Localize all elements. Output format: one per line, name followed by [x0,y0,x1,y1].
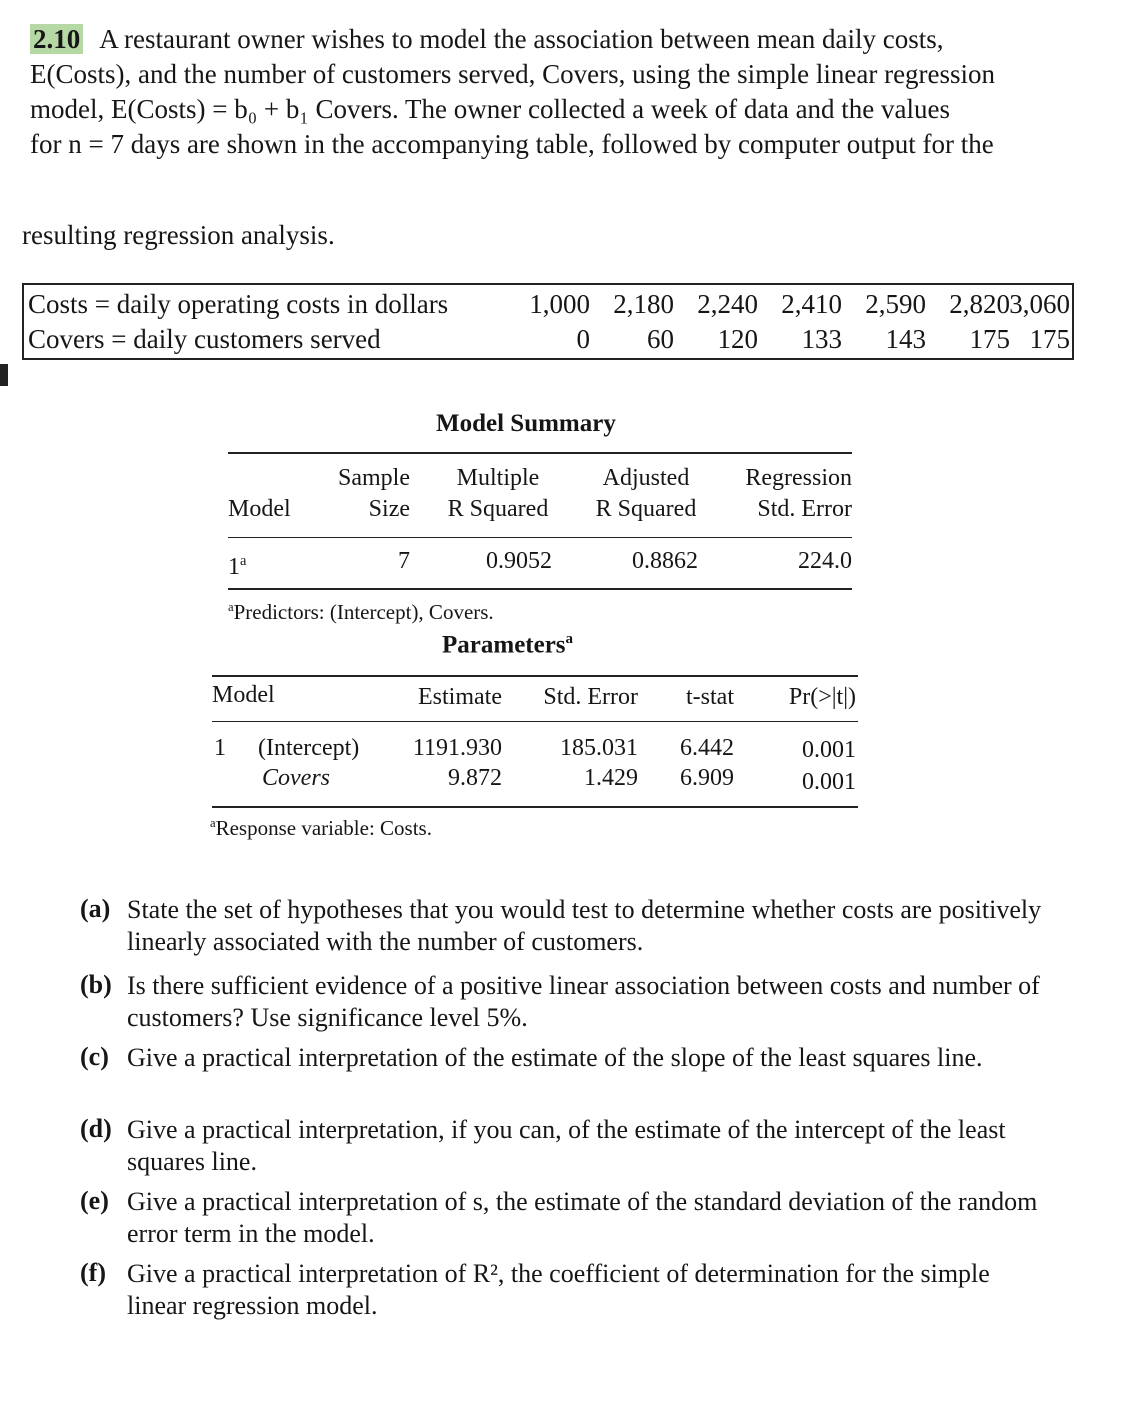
ms-row-std-error: 224.0 [798,548,852,574]
p-estimate: 9.872 [448,765,502,791]
p-header-std-error: Std. Error [543,684,638,710]
p-header-model: Model [212,682,275,708]
margin-mark [0,364,8,386]
ms-header-multiple-r2: R Squared [447,496,549,522]
p-std-error: 1.429 [584,765,638,791]
ms-header-adjusted-r2: R Squared [595,496,697,522]
covers-value: 0 [576,324,590,354]
covers-value: 175 [969,324,1010,354]
question-text: Give a practical interpretation of s, the estimate of the standard deviation of the random error term in the model. [127,1187,1038,1248]
p-estimate: 1191.930 [412,735,502,761]
p-t-stat: 6.909 [680,765,734,791]
question-label: (e) [80,1186,109,1215]
p-model-number: 1 [214,735,226,761]
intro-line-5: resulting regression analysis. [22,220,335,250]
question-label: (a) [80,894,111,923]
covers-value: 133 [801,324,842,354]
ms-header-regression: Regression [745,465,852,491]
costs-value: 2,590 [865,289,926,319]
parameters-top-rule [212,675,858,677]
parameters-bottom-rule [212,806,858,808]
ms-header-model: Model [228,496,291,522]
question-text: Give a practical interpretation of the estimate of the slope of the least squares line. [127,1043,983,1072]
ms-footnote: $^a$Predictors: (Intercept), Covers. [228,600,494,624]
p-header-estimate: Estimate [418,684,502,710]
costs-value: 3,060 [1009,289,1070,319]
model-summary-bottom-rule [228,588,852,590]
question-label: (c) [80,1042,109,1071]
covers-value: 175 [1029,324,1070,354]
costs-value: 2,820 [949,289,1010,319]
ms-row-model: 1$^a$ [228,553,247,580]
costs-value: 1,000 [529,289,590,319]
question-text: State the set of hypotheses that you would test to determine whether costs are positively linearly associated with the number of customers. [127,895,1042,956]
p-footnote: $^a$Response variable: Costs. [210,816,432,840]
costs-value: 2,180 [613,289,674,319]
model-summary-title: Model Summary [436,410,616,437]
question-text: Give a practical interpretation of R², the coefficient of determination for the simple linear regression model. [127,1259,990,1320]
question-text: Give a practical interpretation, if you can, of the estimate of the intercept of the least squares line. [127,1115,1006,1176]
p-value: 0.001 [802,769,856,795]
p-term: Covers [262,765,330,791]
data-table [22,283,1074,360]
parameters-title: Parameters$^a$ [442,631,574,659]
covers-value: 143 [885,324,926,354]
p-value: 0.001 [802,737,856,763]
ms-row-multiple-r2: 0.9052 [486,548,552,574]
parameters-mid-rule [212,721,858,722]
p-term: (Intercept) [258,735,360,761]
ms-row-adjusted-r2: 0.8862 [632,548,698,574]
ms-row-size: 7 [398,548,410,574]
question-label: (f) [80,1258,106,1287]
ms-header-sample: Sample [338,465,410,491]
problem-number: 2.10 [30,24,83,54]
p-std-error: 185.031 [560,735,638,761]
costs-value: 2,240 [697,289,758,319]
model-summary-top-rule [228,452,852,454]
p-header-p: Pr(>|t|) [788,684,856,710]
p-header-t-stat: t-stat [686,684,734,710]
ms-header-size: Size [368,496,410,522]
model-summary-mid-rule [228,537,852,538]
costs-label: Costs = daily operating costs in dollars [28,289,449,319]
intro-line-1: 2.10 A restaurant owner wishes to model the association between mean daily costs, [30,22,944,56]
question-label: (d) [80,1114,112,1143]
p-t-stat: 6.442 [680,735,734,761]
intro-line-4: for n = 7 days are shown in the accompanying table, followed by computer output for the [30,129,994,159]
covers-value: 60 [647,324,674,354]
costs-row [24,286,1072,322]
costs-value: 2,410 [781,289,842,319]
question-label: (b) [80,970,112,999]
ms-header-std-error: Std. Error [757,496,852,522]
covers-row [24,321,1072,357]
covers-value: 120 [717,324,758,354]
intro-line-2: E(Costs), and the number of customers served, Covers, using the simple linear regression [30,59,996,89]
ms-header-multiple: Multiple [456,465,540,491]
intro-line-3: model, E(Costs) = b₀ + b₁ Covers. The owner collected a week of data and the values [30,94,951,124]
ms-header-adjusted: Adjusted [602,465,690,491]
question-text: Is there sufficient evidence of a positive linear association between costs and number of customers? Use significance level 5%. [127,971,1040,1032]
covers-label: Covers = daily customers served [28,324,381,354]
